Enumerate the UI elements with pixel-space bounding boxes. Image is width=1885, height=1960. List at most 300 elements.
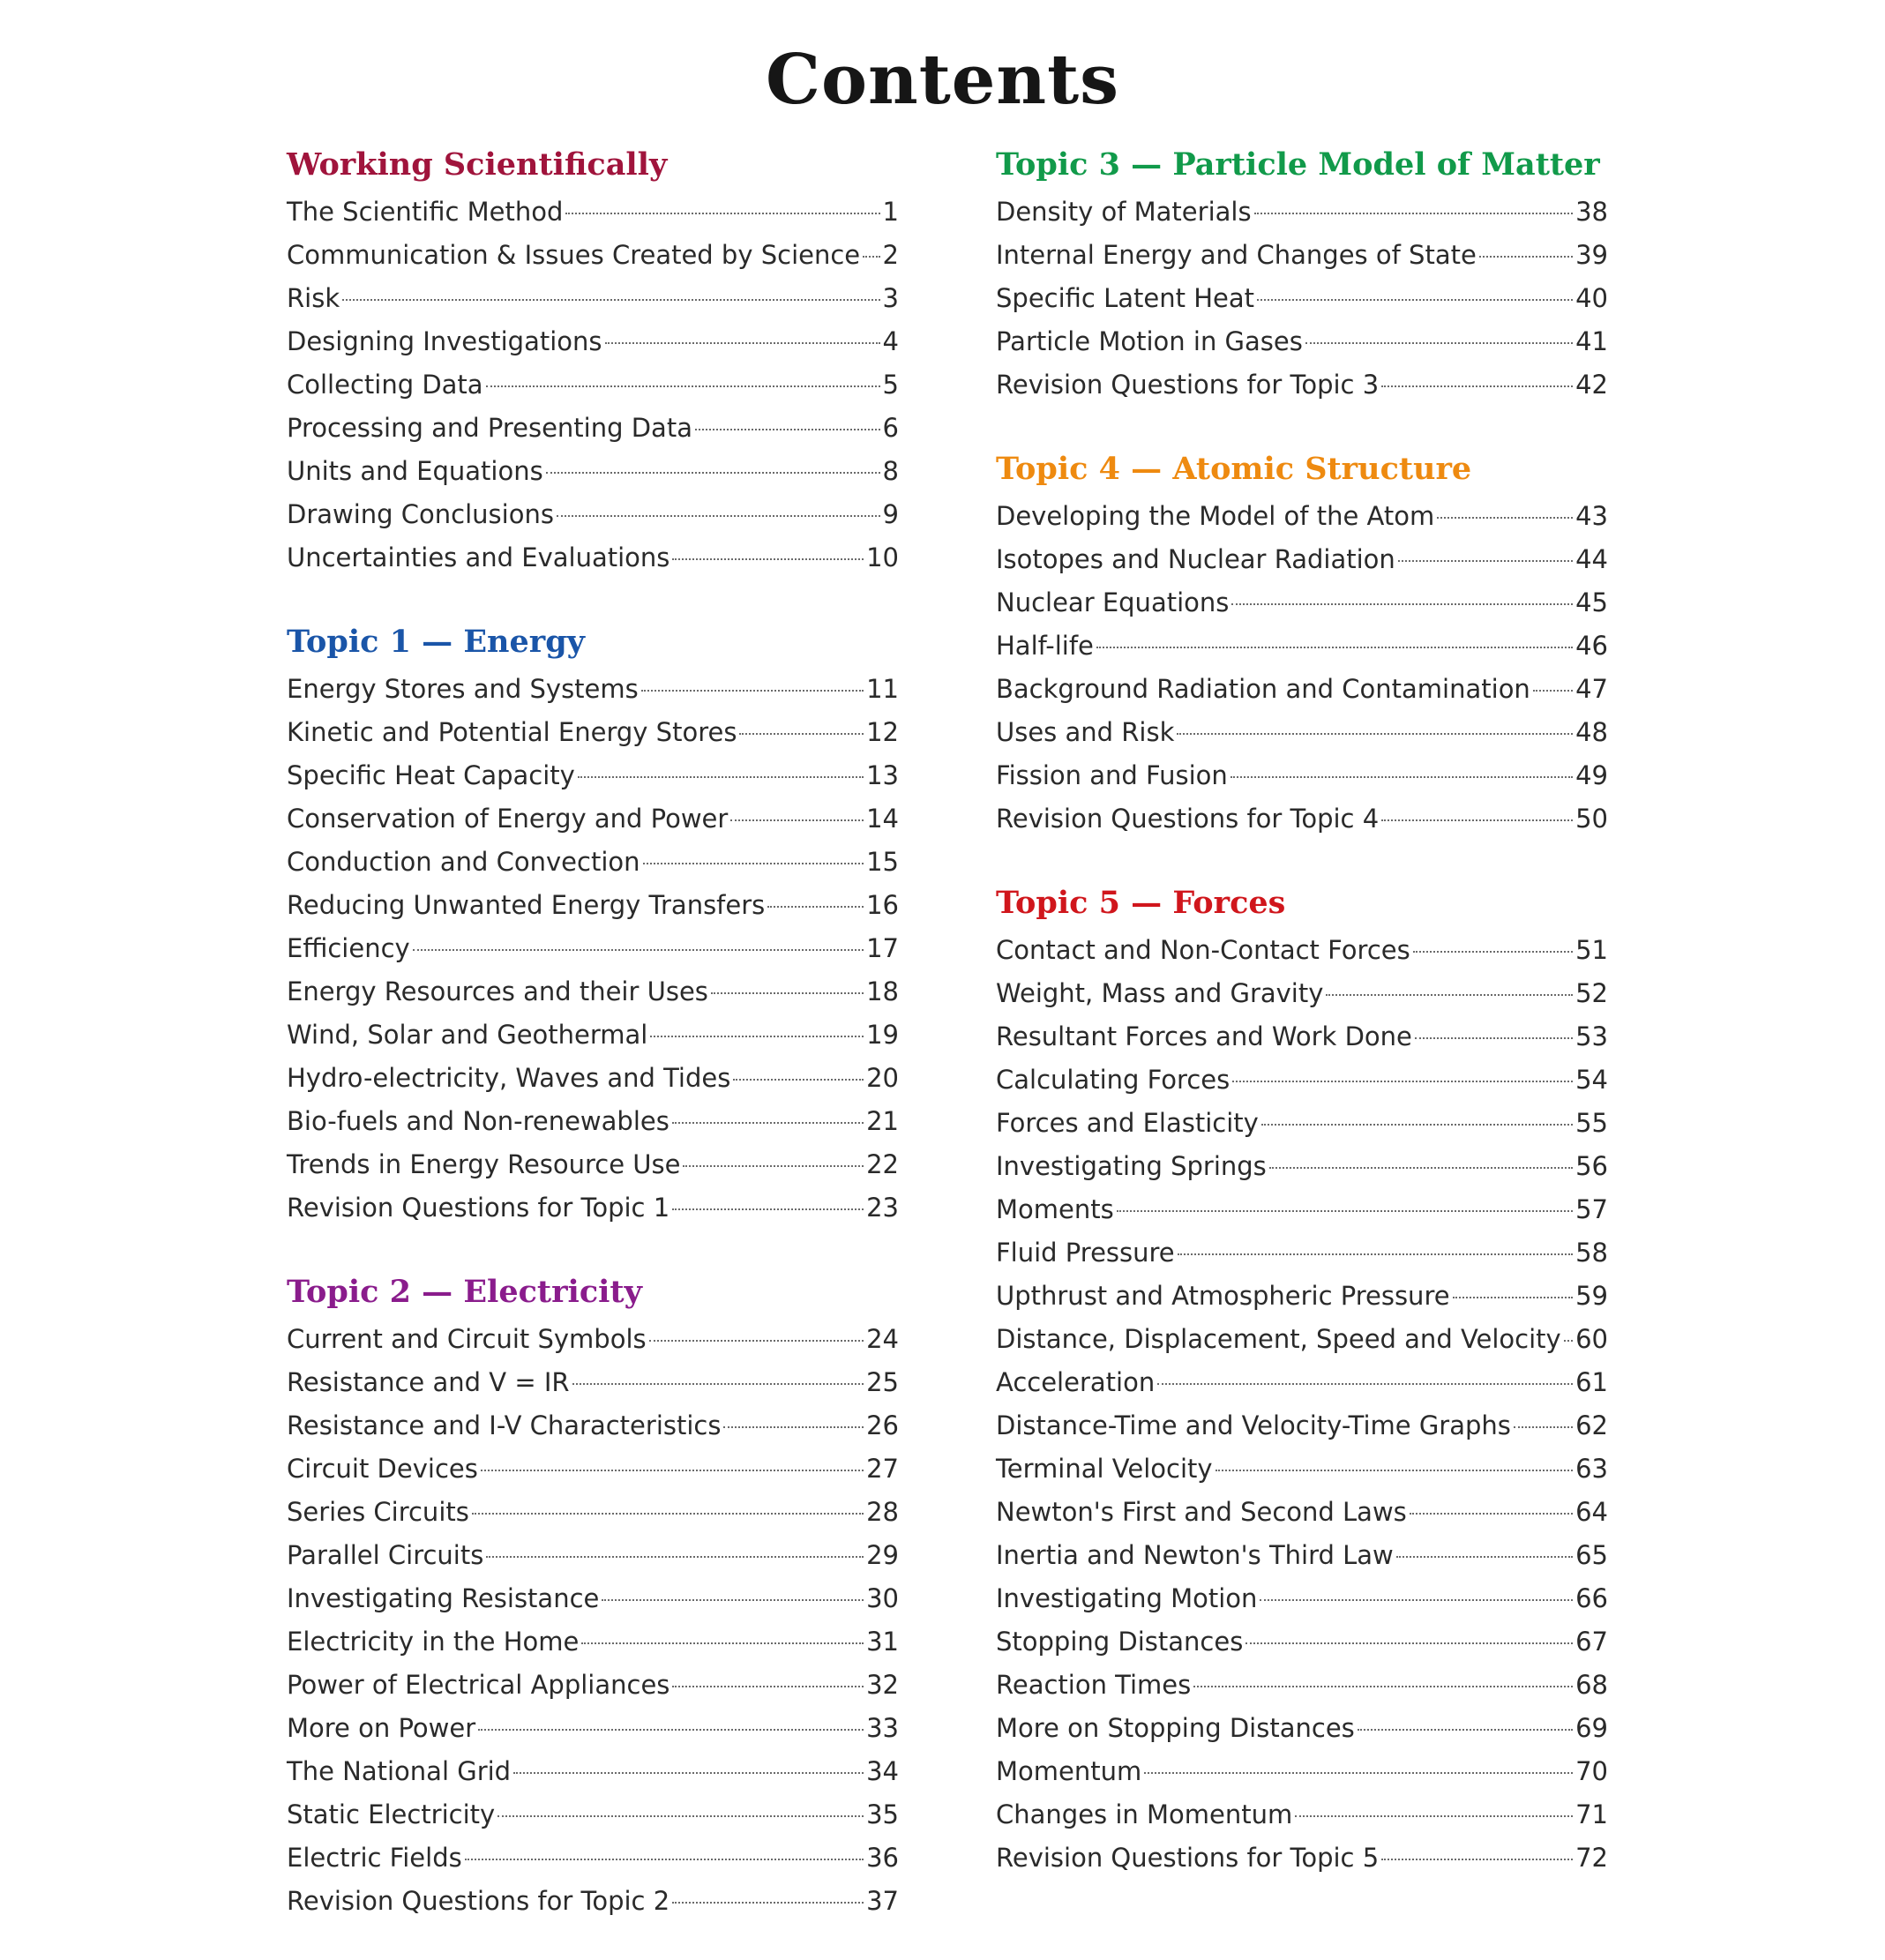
contents-entry[interactable] — [996, 1448, 1608, 1491]
contents-entry[interactable] — [996, 538, 1608, 581]
dot-leader — [1261, 1124, 1573, 1126]
dot-leader — [650, 1036, 864, 1037]
contents-entry[interactable] — [287, 1014, 899, 1057]
contents-entry[interactable] — [287, 668, 899, 711]
dot-leader — [472, 1513, 864, 1515]
entry-page-number: 29 — [866, 1540, 899, 1570]
entry-page-number: 11 — [866, 674, 899, 704]
dot-leader — [1326, 994, 1573, 996]
entry-title: Density of Materials — [996, 197, 1252, 227]
dot-leader — [1157, 1383, 1573, 1385]
entry-page-number: 18 — [866, 976, 899, 1006]
entry-page-number: 21 — [866, 1106, 899, 1136]
contents-entry[interactable] — [287, 1577, 899, 1620]
contents-entry[interactable] — [996, 1145, 1608, 1188]
contents-entry[interactable] — [996, 234, 1608, 277]
entry-title: Nuclear Equations — [996, 587, 1230, 617]
contents-entry[interactable] — [287, 884, 899, 927]
dot-leader — [1437, 517, 1573, 519]
dot-leader — [1245, 1642, 1573, 1644]
contents-entry[interactable] — [287, 450, 899, 493]
dot-leader — [1260, 1599, 1573, 1601]
entry-title: Processing and Presenting Data — [287, 413, 692, 443]
entry-title: Uses and Risk — [996, 717, 1175, 747]
dot-leader — [1230, 776, 1573, 778]
entry-title: Kinetic and Potential Energy Stores — [287, 717, 737, 747]
contents-entry[interactable] — [996, 320, 1608, 363]
contents-entry[interactable] — [996, 1620, 1608, 1664]
entry-page-number: 64 — [1575, 1497, 1608, 1527]
entry-title: Specific Latent Heat — [996, 283, 1254, 313]
dot-leader — [565, 213, 879, 214]
contents-entry[interactable] — [287, 363, 899, 407]
contents-entry[interactable] — [287, 1664, 899, 1707]
contents-entry[interactable] — [287, 841, 899, 884]
dot-leader — [581, 1642, 864, 1644]
entry-page-number: 15 — [866, 847, 899, 877]
entry-title: Resistance and V = IR — [287, 1367, 570, 1397]
contents-entry[interactable] — [996, 754, 1608, 797]
contents-entry-list — [287, 668, 899, 1230]
entry-title: Electricity in the Home — [287, 1627, 580, 1657]
dot-leader — [546, 472, 880, 474]
entry-page-number: 2 — [882, 240, 899, 270]
contents-entry[interactable] — [996, 1102, 1608, 1145]
dot-leader — [1178, 1253, 1573, 1255]
contents-entry[interactable] — [287, 1620, 899, 1664]
dot-leader — [486, 1556, 864, 1558]
dot-leader — [739, 733, 864, 735]
dot-leader — [497, 1815, 864, 1817]
contents-entry[interactable] — [287, 1793, 899, 1837]
contents-entry[interactable] — [287, 970, 899, 1014]
entry-page-number: 40 — [1575, 283, 1608, 313]
contents-entry[interactable] — [996, 1275, 1608, 1318]
dot-leader — [711, 992, 864, 994]
entry-page-number: 46 — [1575, 631, 1608, 661]
entry-title: Newton's First and Second Laws — [996, 1497, 1407, 1527]
entry-page-number: 39 — [1575, 240, 1608, 270]
dot-leader — [649, 1340, 864, 1342]
dot-leader — [1415, 1037, 1573, 1039]
entry-page-number: 13 — [866, 760, 899, 790]
entry-title: Terminal Velocity — [996, 1454, 1213, 1484]
contents-left-column — [287, 139, 899, 1960]
entry-page-number: 72 — [1575, 1843, 1608, 1873]
dot-leader — [465, 1859, 864, 1860]
contents-entry[interactable] — [287, 1100, 899, 1143]
entry-page-number: 53 — [1575, 1021, 1608, 1051]
entry-title: The Scientific Method — [287, 197, 564, 227]
entry-title: Fluid Pressure — [996, 1238, 1175, 1268]
entry-title: More on Stopping Distances — [996, 1713, 1355, 1743]
entry-page-number: 14 — [866, 804, 899, 834]
dot-leader — [486, 385, 880, 387]
entry-title: Developing the Model of the Atom — [996, 501, 1435, 531]
entry-page-number: 50 — [1575, 804, 1608, 834]
entry-title: Investigating Motion — [996, 1583, 1258, 1613]
dot-leader — [1398, 560, 1573, 562]
entry-page-number: 52 — [1575, 978, 1608, 1008]
entry-title: Investigating Springs — [996, 1151, 1267, 1181]
entry-page-number: 35 — [866, 1799, 899, 1829]
contents-entry[interactable] — [996, 929, 1608, 972]
dot-leader — [1533, 690, 1573, 692]
contents-entry[interactable] — [287, 320, 899, 363]
entry-page-number: 3 — [882, 283, 899, 313]
entry-title: Series Circuits — [287, 1497, 469, 1527]
contents-entry[interactable] — [287, 1143, 899, 1186]
contents-entry[interactable] — [287, 797, 899, 841]
contents-entry-list — [996, 191, 1608, 407]
contents-entry[interactable] — [287, 1491, 899, 1534]
entry-title: Collecting Data — [287, 370, 483, 400]
entry-page-number: 31 — [866, 1627, 899, 1657]
dot-leader — [557, 515, 880, 517]
entry-title: Parallel Circuits — [287, 1540, 484, 1570]
dot-leader — [481, 1470, 864, 1471]
contents-entry[interactable] — [996, 581, 1608, 625]
contents-entry[interactable] — [996, 1361, 1608, 1404]
entry-page-number: 65 — [1575, 1540, 1608, 1570]
entry-title: Fission and Fusion — [996, 760, 1228, 790]
entry-page-number: 54 — [1575, 1065, 1608, 1095]
entry-title: Static Electricity — [287, 1799, 496, 1829]
entry-page-number: 25 — [866, 1367, 899, 1397]
dot-leader — [683, 1165, 864, 1167]
contents-entry[interactable] — [996, 797, 1608, 841]
entry-title: Electric Fields — [287, 1843, 462, 1873]
contents-entry[interactable] — [996, 1534, 1608, 1577]
contents-entry[interactable] — [996, 1793, 1608, 1837]
entry-title: Communication & Issues Created by Science — [287, 240, 861, 270]
contents-entry[interactable] — [287, 1186, 899, 1230]
contents-entry[interactable] — [996, 1837, 1608, 1880]
entry-title: Distance-Time and Velocity-Time Graphs — [996, 1410, 1511, 1440]
contents-entry[interactable] — [287, 927, 899, 970]
contents-entry[interactable] — [287, 1361, 899, 1404]
contents-entry[interactable] — [287, 1707, 899, 1750]
entry-page-number: 20 — [866, 1063, 899, 1093]
contents-entry[interactable] — [996, 972, 1608, 1015]
entry-title: Risk — [287, 283, 340, 313]
entry-page-number: 38 — [1575, 197, 1608, 227]
entry-page-number: 42 — [1575, 370, 1608, 400]
entry-page-number: 17 — [866, 933, 899, 963]
contents-section-topic-5-forces — [996, 878, 1608, 1880]
contents-right-column — [996, 139, 1608, 1917]
entry-title: Energy Resources and their Uses — [287, 976, 708, 1006]
dot-leader — [478, 1729, 864, 1731]
entry-page-number: 28 — [866, 1497, 899, 1527]
contents-entry[interactable] — [996, 1318, 1608, 1361]
dot-leader — [672, 1686, 864, 1687]
entry-page-number: 71 — [1575, 1799, 1608, 1829]
entry-page-number: 45 — [1575, 587, 1608, 617]
entry-page-number: 60 — [1575, 1324, 1608, 1354]
entry-title: Acceleration — [996, 1367, 1156, 1397]
entry-page-number: 6 — [882, 413, 899, 443]
entry-title: Power of Electrical Appliances — [287, 1670, 670, 1700]
dot-leader — [767, 906, 864, 908]
entry-title: Reducing Unwanted Energy Transfers — [287, 890, 766, 920]
entry-title: Designing Investigations — [287, 326, 602, 356]
entry-title: Wind, Solar and Geothermal — [287, 1020, 648, 1050]
dot-leader — [672, 1902, 864, 1904]
entry-title: Upthrust and Atmospheric Pressure — [996, 1281, 1450, 1311]
contents-entry[interactable] — [287, 754, 899, 797]
contents-entry[interactable] — [287, 1534, 899, 1577]
entry-page-number: 19 — [866, 1020, 899, 1050]
entry-page-number: 1 — [882, 197, 899, 227]
contents-entry[interactable] — [287, 1318, 899, 1361]
entry-title: More on Power — [287, 1713, 476, 1743]
contents-section-topic-1-energy — [287, 617, 899, 1230]
dot-leader — [1254, 213, 1574, 214]
contents-entry[interactable] — [287, 711, 899, 754]
dot-leader — [572, 1383, 864, 1385]
dot-leader — [513, 1772, 864, 1774]
contents-entry[interactable] — [287, 1880, 899, 1923]
entry-page-number: 37 — [866, 1886, 899, 1916]
dot-leader — [605, 342, 880, 344]
entry-title: Distance, Displacement, Speed and Velocity — [996, 1324, 1561, 1354]
contents-entry[interactable] — [996, 1188, 1608, 1231]
entry-page-number: 16 — [866, 890, 899, 920]
contents-entry[interactable] — [996, 1750, 1608, 1793]
entry-page-number: 32 — [866, 1670, 899, 1700]
entry-title: Hydro-electricity, Waves and Tides — [287, 1063, 731, 1093]
contents-entry[interactable] — [287, 536, 899, 580]
contents-entry[interactable] — [287, 407, 899, 450]
contents-entry[interactable] — [287, 277, 899, 320]
entry-page-number: 41 — [1575, 326, 1608, 356]
entry-title: Inertia and Newton's Third Law — [996, 1540, 1394, 1570]
entry-page-number: 57 — [1575, 1194, 1608, 1224]
entry-title: Changes in Momentum — [996, 1799, 1293, 1829]
contents-entry[interactable] — [996, 1491, 1608, 1534]
contents-entry[interactable] — [287, 234, 899, 277]
entry-title: Revision Questions for Topic 5 — [996, 1843, 1380, 1873]
dot-leader — [863, 256, 879, 258]
dot-leader — [1269, 1167, 1573, 1169]
entry-title: Conduction and Convection — [287, 847, 640, 877]
contents-section-topic-4-atomic-structure — [996, 444, 1608, 841]
dot-leader — [641, 690, 864, 692]
contents-entry[interactable] — [996, 625, 1608, 668]
entry-title: Current and Circuit Symbols — [287, 1324, 647, 1354]
contents-section-topic-2-electricity — [287, 1267, 899, 1923]
entry-page-number: 24 — [866, 1324, 899, 1354]
entry-title: Resultant Forces and Work Done — [996, 1021, 1412, 1051]
contents-entry[interactable] — [996, 363, 1608, 407]
entry-page-number: 68 — [1575, 1670, 1608, 1700]
entry-title: The National Grid — [287, 1756, 512, 1786]
entry-title: Weight, Mass and Gravity — [996, 978, 1324, 1008]
entry-title: Units and Equations — [287, 456, 543, 486]
dot-leader — [1257, 299, 1573, 301]
entry-title: Circuit Devices — [287, 1454, 478, 1484]
dot-leader — [695, 429, 880, 430]
contents-entry[interactable] — [996, 1664, 1608, 1707]
contents-entry[interactable] — [996, 668, 1608, 711]
contents-entry[interactable] — [996, 1707, 1608, 1750]
entry-title: Efficiency — [287, 933, 410, 963]
contents-entry[interactable] — [996, 495, 1608, 538]
contents-entry[interactable] — [996, 1404, 1608, 1448]
entry-page-number: 26 — [866, 1410, 899, 1440]
dot-leader — [1479, 256, 1573, 258]
contents-entry[interactable] — [996, 277, 1608, 320]
entry-page-number: 10 — [866, 542, 899, 572]
contents-entry[interactable] — [996, 711, 1608, 754]
entry-title: Uncertainties and Evaluations — [287, 542, 670, 572]
entry-title: Resistance and I-V Characteristics — [287, 1410, 722, 1440]
entry-page-number: 8 — [882, 456, 899, 486]
entry-page-number: 70 — [1575, 1756, 1608, 1786]
contents-section-topic-3-particle-model-of-matter — [996, 139, 1608, 407]
entry-page-number: 56 — [1575, 1151, 1608, 1181]
dot-leader — [1177, 733, 1573, 735]
contents-entry[interactable] — [287, 1750, 899, 1793]
dot-leader — [602, 1599, 864, 1601]
dot-leader — [413, 949, 864, 951]
entry-page-number: 51 — [1575, 935, 1608, 965]
page-title: Contents — [765, 40, 1120, 121]
entry-title: Background Radiation and Contamination — [996, 674, 1530, 704]
entry-title: Contact and Non-Contact Forces — [996, 935, 1410, 965]
section-heading: Working Scientifically — [287, 146, 668, 183]
entry-page-number: 23 — [866, 1193, 899, 1223]
dot-leader — [672, 558, 864, 560]
dot-leader — [1514, 1426, 1573, 1428]
dot-leader — [342, 299, 879, 301]
dot-leader — [1396, 1556, 1573, 1558]
entry-page-number: 69 — [1575, 1713, 1608, 1743]
contents-entry-list — [287, 191, 899, 580]
entry-title: Revision Questions for Topic 2 — [287, 1886, 670, 1916]
entry-title: Particle Motion in Gases — [996, 326, 1303, 356]
entry-title: Calculating Forces — [996, 1065, 1230, 1095]
entry-page-number: 47 — [1575, 674, 1608, 704]
contents-entry[interactable] — [287, 1057, 899, 1100]
entry-page-number: 22 — [866, 1149, 899, 1179]
entry-title: Moments — [996, 1194, 1114, 1224]
section-heading: Topic 5 — Forces — [996, 885, 1286, 921]
entry-title: Revision Questions for Topic 3 — [996, 370, 1380, 400]
dot-leader — [730, 819, 864, 821]
entry-page-number: 9 — [882, 499, 899, 529]
dot-leader — [1117, 1210, 1573, 1212]
entry-title: Specific Heat Capacity — [287, 760, 575, 790]
entry-page-number: 5 — [882, 370, 899, 400]
dot-leader — [1453, 1297, 1574, 1298]
dot-leader — [578, 776, 864, 778]
contents-entry[interactable] — [996, 1231, 1608, 1275]
contents-entry-list — [996, 929, 1608, 1880]
entry-page-number: 58 — [1575, 1238, 1608, 1268]
entry-title: Conservation of Energy and Power — [287, 804, 729, 834]
contents-entry[interactable] — [287, 493, 899, 536]
entry-page-number: 55 — [1575, 1108, 1608, 1138]
entry-title: Half-life — [996, 631, 1094, 661]
entry-title: Isotopes and Nuclear Radiation — [996, 544, 1395, 574]
entry-page-number: 66 — [1575, 1583, 1608, 1613]
entry-page-number: 67 — [1575, 1627, 1608, 1657]
section-heading: Topic 4 — Atomic Structure — [996, 451, 1472, 487]
contents-entry[interactable] — [287, 1404, 899, 1448]
entry-title: Revision Questions for Topic 4 — [996, 804, 1380, 834]
dot-leader — [1381, 819, 1573, 821]
dot-leader — [1381, 1859, 1573, 1860]
dot-leader — [643, 863, 864, 864]
dot-leader — [1096, 647, 1573, 648]
contents-entry[interactable] — [287, 191, 899, 234]
dot-leader — [1564, 1340, 1573, 1342]
entry-title: Revision Questions for Topic 1 — [287, 1193, 670, 1223]
entry-title: Trends in Energy Resource Use — [287, 1149, 681, 1179]
entry-page-number: 33 — [866, 1713, 899, 1743]
entry-page-number: 30 — [866, 1583, 899, 1613]
section-heading: Topic 2 — Electricity — [287, 1274, 642, 1310]
dot-leader — [1305, 342, 1573, 344]
contents-entry[interactable] — [287, 1448, 899, 1491]
contents-entry[interactable] — [996, 191, 1608, 234]
entry-title: Energy Stores and Systems — [287, 674, 639, 704]
dot-leader — [1410, 1513, 1573, 1515]
dot-leader — [1232, 1081, 1573, 1082]
entry-page-number: 61 — [1575, 1367, 1608, 1397]
entry-title: Reaction Times — [996, 1670, 1192, 1700]
dot-leader — [1295, 1815, 1573, 1817]
contents-entry[interactable] — [996, 1015, 1608, 1059]
entry-page-number: 48 — [1575, 717, 1608, 747]
dot-leader — [1381, 385, 1573, 387]
dot-leader — [672, 1208, 864, 1210]
entry-page-number: 62 — [1575, 1410, 1608, 1440]
entry-title: Internal Energy and Changes of State — [996, 240, 1477, 270]
contents-entry[interactable] — [996, 1577, 1608, 1620]
entry-title: Momentum — [996, 1756, 1142, 1786]
dot-leader — [672, 1122, 864, 1124]
dot-leader — [733, 1079, 864, 1081]
contents-entry[interactable] — [996, 1059, 1608, 1102]
entry-page-number: 4 — [882, 326, 899, 356]
dot-leader — [1193, 1686, 1573, 1687]
contents-entry-list — [996, 495, 1608, 841]
contents-entry[interactable] — [287, 1837, 899, 1880]
dot-leader — [1216, 1470, 1574, 1471]
entry-page-number: 44 — [1575, 544, 1608, 574]
entry-title: Investigating Resistance — [287, 1583, 600, 1613]
dot-leader — [723, 1426, 864, 1428]
entry-page-number: 27 — [866, 1454, 899, 1484]
entry-page-number: 63 — [1575, 1454, 1608, 1484]
entry-page-number: 43 — [1575, 501, 1608, 531]
entry-page-number: 34 — [866, 1756, 899, 1786]
entry-title: Drawing Conclusions — [287, 499, 554, 529]
dot-leader — [1231, 603, 1573, 605]
section-heading: Topic 1 — Energy — [287, 624, 586, 660]
dot-leader — [1413, 951, 1573, 953]
dot-leader — [1144, 1772, 1573, 1774]
entry-page-number: 12 — [866, 717, 899, 747]
section-heading: Topic 3 — Particle Model of Matter — [996, 146, 1600, 183]
entry-title: Bio-fuels and Non-renewables — [287, 1106, 669, 1136]
entry-title: Stopping Distances — [996, 1627, 1244, 1657]
entry-page-number: 59 — [1575, 1281, 1608, 1311]
entry-page-number: 49 — [1575, 760, 1608, 790]
